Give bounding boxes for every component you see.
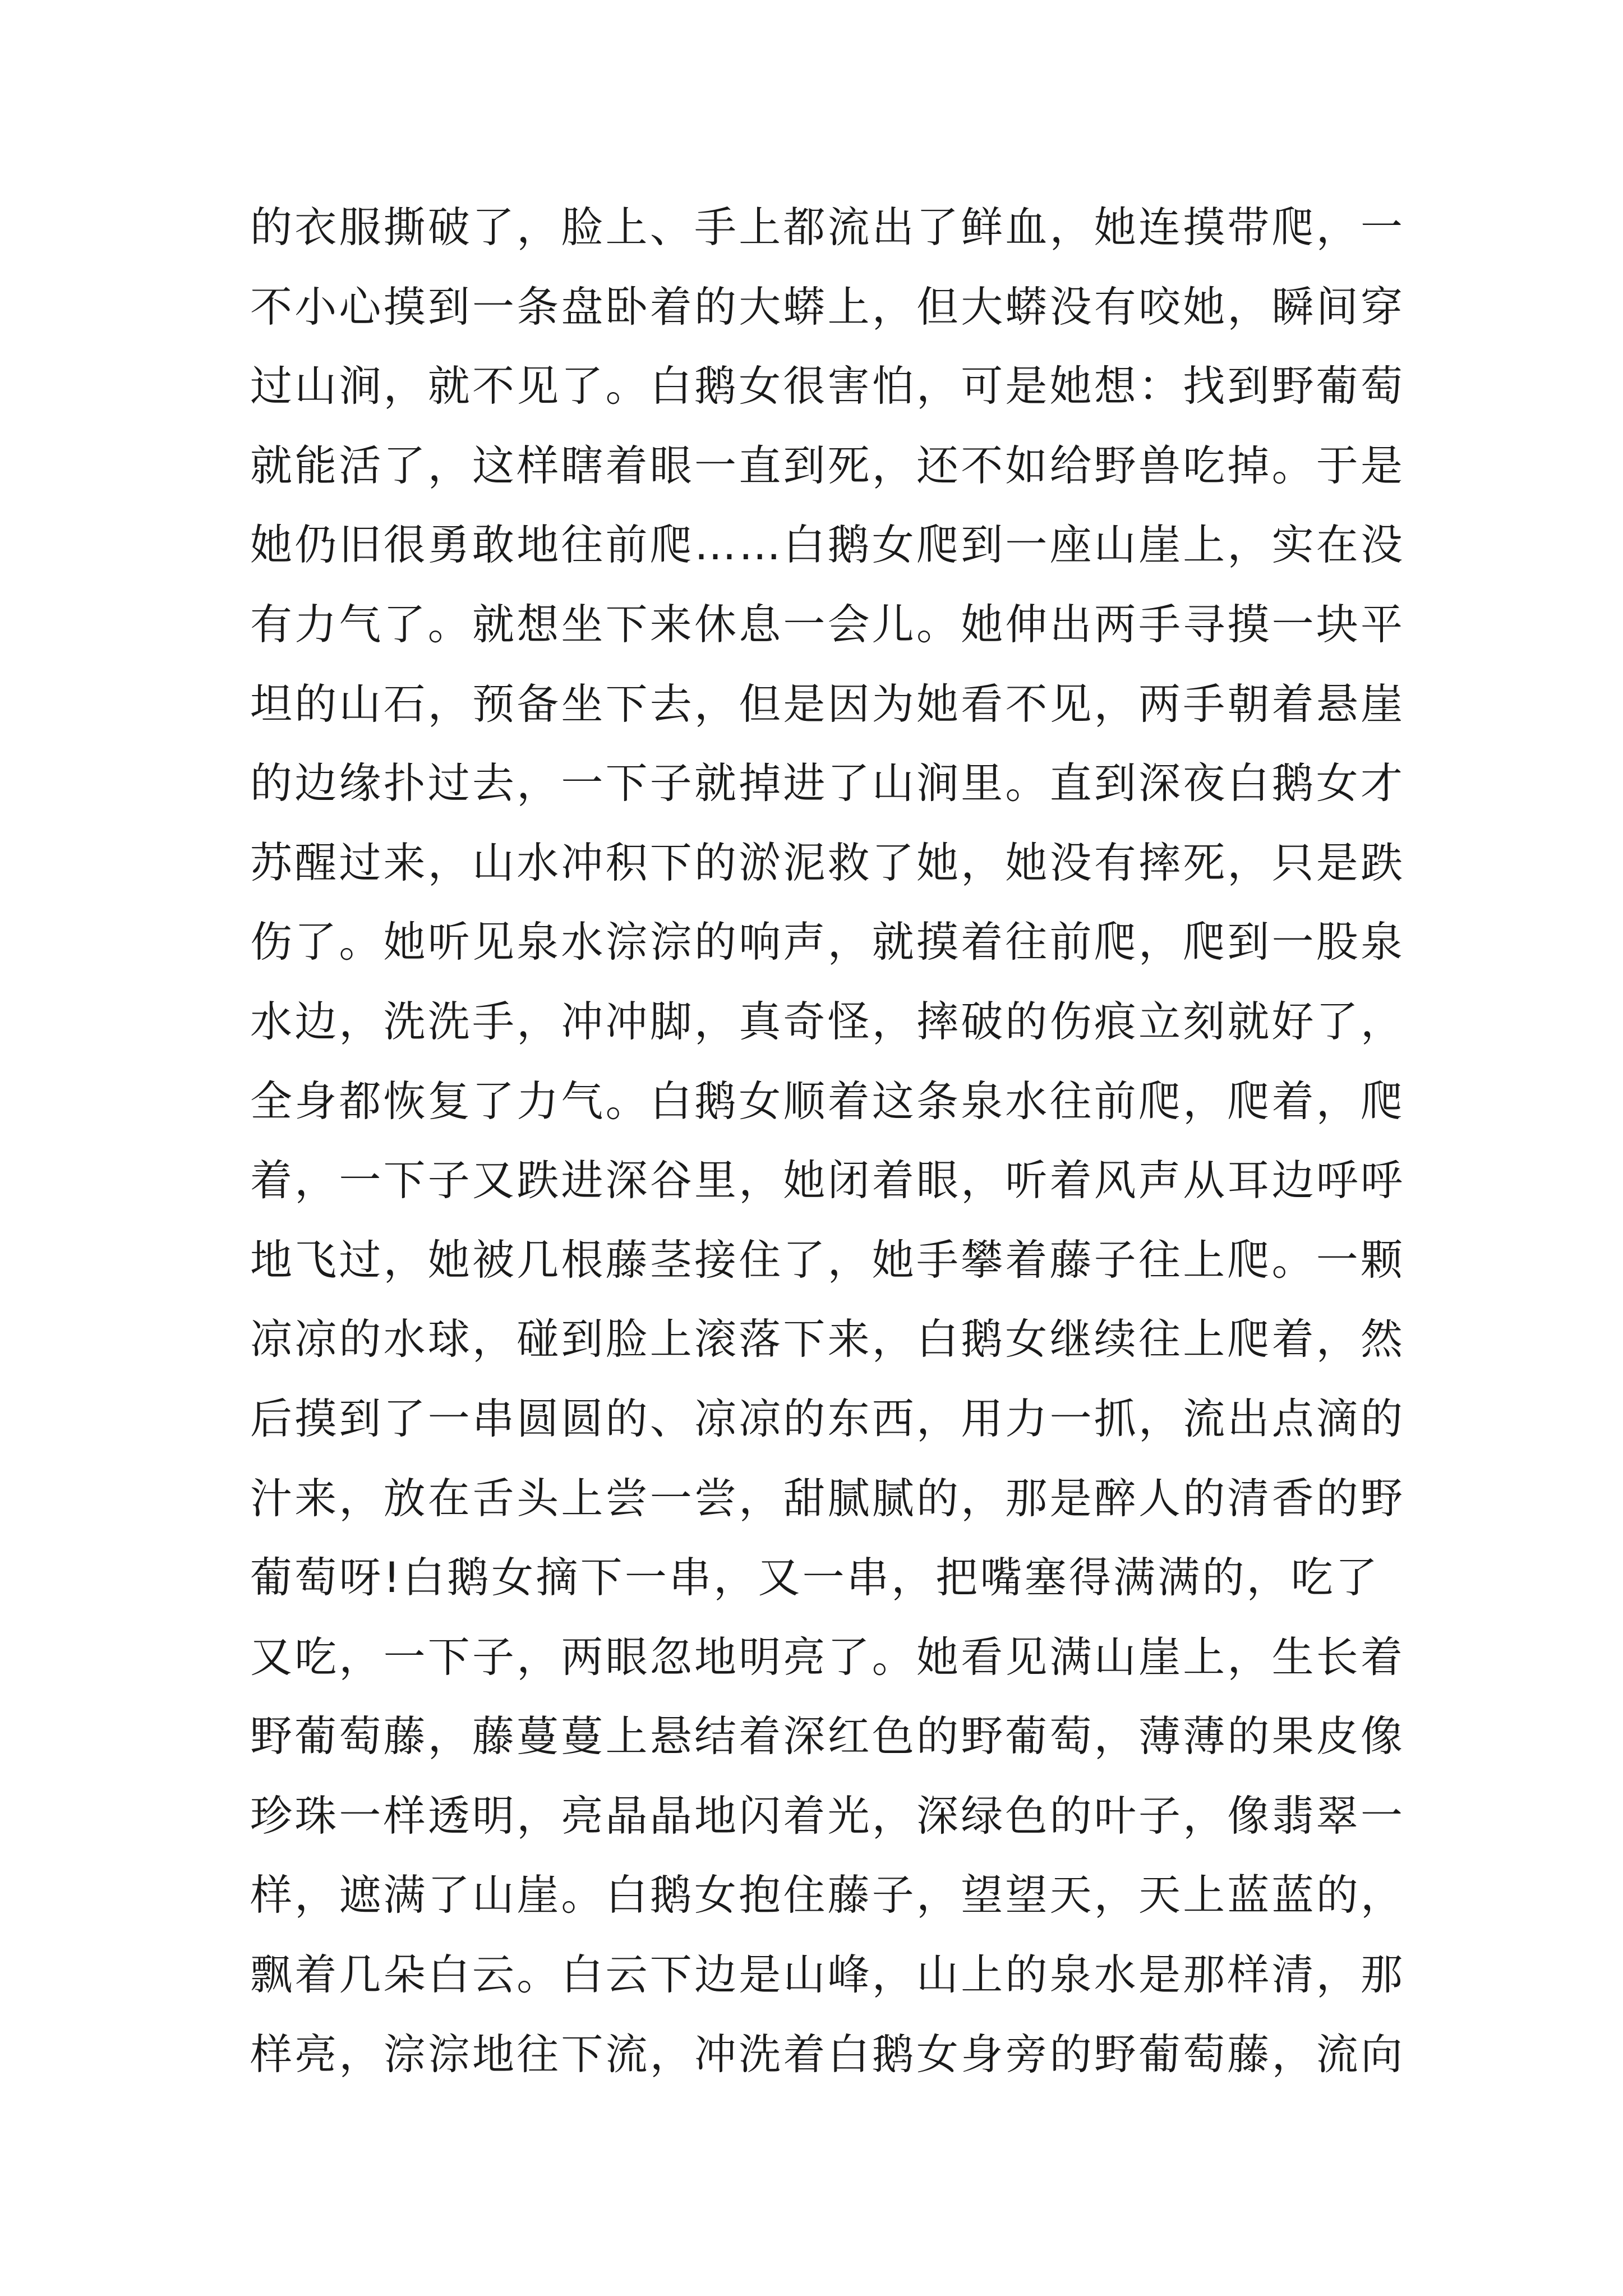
text-line: 过山涧，就不见了。白鹅女很害怕，可是她想：找到野葡萄 bbox=[250, 361, 1405, 411]
text-line: 就能活了，这样瞎着眼一直到死，还不如给野兽吃掉。于是 bbox=[250, 440, 1405, 490]
text-line: 样，遮满了山崖。白鹅女抱住藤子，望望天，天上蓝蓝的， bbox=[250, 1870, 1405, 1920]
text-line: 珍珠一样透明，亮晶晶地闪着光，深绿色的叶子，像翡翠一 bbox=[250, 1791, 1405, 1841]
text-line: 水边，洗洗手，冲冲脚，真奇怪，摔破的伤痕立刻就好了， bbox=[250, 996, 1405, 1046]
text-line: 的边缘扑过去，一下子就掉进了山涧里。直到深夜白鹅女才 bbox=[250, 758, 1405, 808]
text-line: 野葡萄藤，藤蔓蔓上悬结着深红色的野葡萄，薄薄的果皮像 bbox=[250, 1711, 1405, 1761]
text-line: 有力气了。就想坐下来休息一会儿。她伸出两手寻摸一块平 bbox=[250, 599, 1405, 649]
text-line: 样亮，淙淙地往下流，冲洗着白鹅女身旁的野葡萄藤，流向 bbox=[250, 2029, 1405, 2079]
text-line: 地飞过，她被几根藤茎接住了，她手攀着藤子往上爬。一颗 bbox=[250, 1235, 1405, 1285]
text-line: 全身都恢复了力气。白鹅女顺着这条泉水往前爬，爬着，爬 bbox=[250, 1076, 1405, 1126]
text-line: 不小心摸到一条盘卧着的大蟒上，但大蟒没有咬她，瞬间穿 bbox=[250, 282, 1405, 332]
text-line: 苏醒过来，山水冲积下的淤泥救了她，她没有摔死，只是跌 bbox=[250, 838, 1405, 887]
text-line: 汁来，放在舌头上尝一尝，甜腻腻的，那是醉人的清香的野 bbox=[250, 1473, 1405, 1523]
text-line: 又吃，一下子，两眼忽地明亮了。她看见满山崖上，生长着 bbox=[250, 1632, 1405, 1682]
text-line: 坦的山石，预备坐下去，但是因为她看不见，两手朝着悬崖 bbox=[250, 679, 1405, 729]
body-text bbox=[250, 188, 1405, 2094]
text-line: 后摸到了一串圆圆的、凉凉的东西，用力一抓，流出点滴的 bbox=[250, 1393, 1405, 1443]
text-line: 着，一下子又跌进深谷里，她闭着眼，听着风声从耳边呼呼 bbox=[250, 1156, 1405, 1205]
text-line: 飘着几朵白云。白云下边是山峰，山上的泉水是那样清，那 bbox=[250, 1950, 1405, 2000]
text-line: 伤了。她听见泉水淙淙的响声，就摸着往前爬，爬到一股泉 bbox=[250, 917, 1405, 967]
text-line: 的衣服撕破了，脸上、手上都流出了鲜血，她连摸带爬，一 bbox=[250, 203, 1405, 252]
text-line: 凉凉的水球，碰到脸上滚落下来，白鹅女继续往上爬着，然 bbox=[250, 1314, 1405, 1364]
text-line: 她仍旧很勇敢地往前爬……白鹅女爬到一座山崖上，实在没 bbox=[250, 520, 1405, 570]
text-line: 葡萄呀!白鹅女摘下一串，又一串，把嘴塞得满满的，吃了 bbox=[250, 1553, 1380, 1603]
